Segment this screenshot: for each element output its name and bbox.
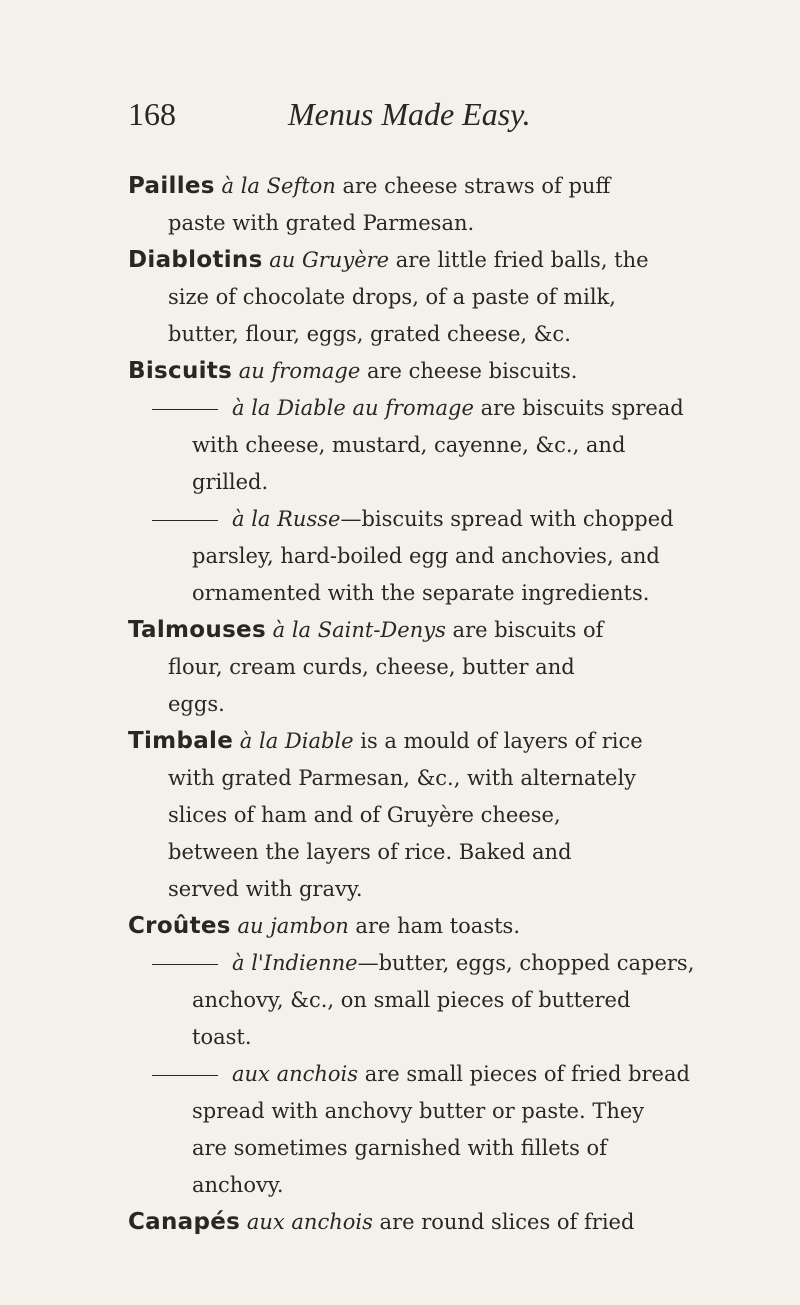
entry-text: anchovy.	[192, 1173, 284, 1197]
entry-biscuits-diable	[152, 390, 712, 501]
entry-croutes	[128, 908, 708, 945]
entry-text: flour, cream curds, cheese, butter and	[168, 655, 575, 679]
entry-text: are round slices of fried	[372, 1210, 635, 1234]
entry-text: —butter, eggs, chopped capers,	[357, 951, 695, 975]
entry-qualifier: aux anchois	[246, 1210, 373, 1234]
entry-text: is a mould of layers of rice	[353, 729, 643, 753]
entry-text: with grated Parmesan, &c., with alternately	[168, 766, 637, 790]
entry-talmouses	[128, 612, 708, 723]
entry-text: are sometimes garnished with fillets of	[192, 1136, 607, 1160]
ditto-dash	[152, 964, 218, 965]
entry-heading: Biscuits	[128, 358, 233, 384]
entry-qualifier: aux anchois	[232, 1062, 359, 1086]
entry-text: toast.	[192, 1025, 252, 1049]
entry-qualifier: à la Saint-Denys	[272, 618, 446, 642]
ditto-dash	[152, 1075, 218, 1076]
entry-biscuits-russe	[152, 501, 712, 612]
entry-text: are cheese straws of puff	[335, 174, 611, 198]
entry-text: are ham toasts.	[348, 914, 520, 938]
entry-heading: Canapés	[128, 1209, 241, 1235]
entry-heading: Diablotins	[128, 247, 263, 273]
entry-text: grilled.	[192, 470, 269, 494]
entry-qualifier: à l'Indienne	[232, 951, 358, 975]
entry-heading: Pailles	[128, 173, 215, 199]
entry-text: served with gravy.	[168, 877, 363, 901]
entry-text: with cheese, mustard, cayenne, &c., and	[192, 433, 626, 457]
entry-biscuits	[128, 353, 708, 390]
ditto-dash	[152, 520, 218, 521]
entry-qualifier: à la Sefton	[221, 174, 336, 198]
entry-text: are biscuits of	[445, 618, 604, 642]
page-number: 168	[128, 96, 176, 132]
running-title: Menus Made Easy.	[288, 96, 531, 132]
entry-text: are cheese biscuits.	[360, 359, 578, 383]
entry-text: anchovy, &c., on small pieces of buttered	[192, 988, 631, 1012]
entry-text: parsley, hard-boiled egg and anchovies, and	[192, 544, 660, 568]
entry-text: are little fried balls, the	[389, 248, 649, 272]
entry-diablotins	[128, 242, 708, 353]
entry-heading: Croûtes	[128, 913, 231, 939]
entry-text: paste with grated Parmesan.	[168, 211, 475, 235]
entry-text: are small pieces of fried bread	[358, 1062, 690, 1086]
entry-timbale	[128, 723, 708, 908]
entry-qualifier: à la Russe	[232, 507, 341, 531]
entry-qualifier: à la Diable	[239, 729, 354, 753]
entry-text: size of chocolate drops, of a paste of milk,	[168, 285, 616, 309]
entry-text: between the layers of rice. Baked and	[168, 840, 572, 864]
entry-croutes-anchois	[152, 1056, 712, 1204]
entry-heading: Timbale	[128, 728, 234, 754]
entry-qualifier: à la Diable au fromage	[232, 396, 474, 420]
entry-text: —biscuits spread with chopped	[340, 507, 674, 531]
entry-text: ornamented with the separate ingredients.	[192, 581, 650, 605]
entry-text: slices of ham and of Gruyère cheese,	[168, 803, 561, 827]
entry-text: eggs.	[168, 692, 225, 716]
entry-text: are biscuits spread	[473, 396, 684, 420]
entry-croutes-indienne	[152, 945, 712, 1056]
entry-qualifier: au Gruyère	[269, 248, 390, 272]
entry-canapes	[128, 1204, 708, 1241]
entry-qualifier: au jambon	[237, 914, 349, 938]
entry-pailles	[128, 168, 708, 242]
entry-heading: Talmouses	[128, 617, 266, 643]
entry-qualifier: au fromage	[238, 359, 361, 383]
entry-text: spread with anchovy butter or paste. They	[192, 1099, 645, 1123]
page-header	[128, 96, 688, 146]
ditto-dash	[152, 409, 218, 410]
entry-text: butter, flour, eggs, grated cheese, &c.	[168, 322, 571, 346]
